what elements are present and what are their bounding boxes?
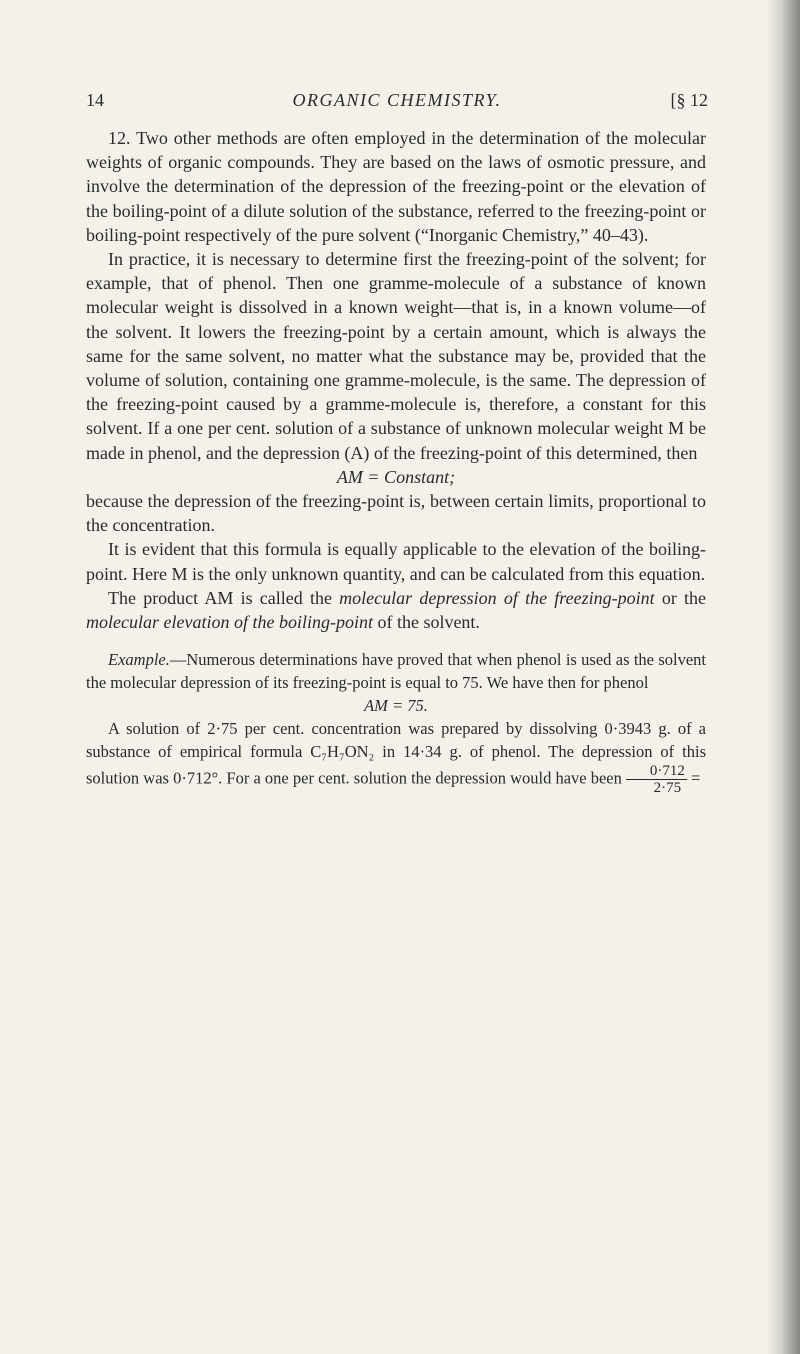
text-span: The product AM is called the: [108, 587, 340, 608]
equals-sign: =: [691, 768, 701, 788]
paragraph-practice: In practice, it is necessary to determine first the freezing-point of the solvent; for example, that of phenol. Then one gramme-molecule of a substance of known molecular weight is dissolved in a known weight—that is, in a known volume—of the solvent. It lowers the freezing-point by a certain amount, which is always the same for the same solvent, no matter what the substance may be, provided that the volume of solution, containing one gramme-molecule, is the same. The depression of the freezing-point caused by a gramme-molecule is, therefore, a constant for this solvent. If a one per cent. solution of a substance of unknown molecular weight M be made in phenol, and the depression (A) of the freezing-point of this determined, then: [86, 249, 706, 463]
solution-text: A solution of 2·75 per cent. concentration was prepared by dissolving 0·3943 g. of a substance of empirical formula C₇H₇ON₂ in 14·34 g. of phenol. The depression of this solution was 0·712°. For a one per cent. solution the depression would have been: [86, 719, 706, 788]
paragraph-because: because the depression of the freezing-point is, between certain limits, proportional to the concentration.: [86, 491, 706, 536]
running-header: [86, 90, 708, 118]
paragraph-product-definition: [86, 586, 706, 634]
fraction-numerator: 0·712: [626, 763, 687, 780]
equation-am-75: AM = 75.: [364, 696, 428, 716]
text-span: or the: [654, 587, 706, 608]
example-block: [86, 648, 706, 796]
example-label: Example.: [108, 650, 170, 670]
term-molecular-depression: molecular depression of the freezing-point: [339, 587, 655, 608]
page-number: 14: [86, 90, 104, 110]
page-edge-shadow: [766, 0, 800, 1354]
equation-am-constant: AM = Constant;: [336, 466, 456, 487]
spacer: [86, 634, 706, 648]
paragraph-evident: It is evident that this formula is equally applicable to the elevation of the boiling-point. Here M is the only unknown quantity, and can be calculated from this equation.: [86, 539, 706, 584]
page-body: [86, 126, 706, 796]
section-marker: [§ 12: [670, 90, 708, 110]
fraction-denominator: 2·75: [653, 780, 682, 797]
fraction: [626, 763, 687, 796]
running-title: ORGANIC CHEMISTRY.: [292, 90, 502, 110]
example-text: —Numerous determinations have proved that when phenol is used as the solvent the molecular depression of its freezing-point is equal to 75. We have then for phenol: [86, 650, 706, 693]
text-span: of the solvent.: [372, 612, 480, 633]
paragraph-12-intro: 12. Two other methods are often employed in the determination of the molecular weights of organic compounds. They are based on the laws of osmotic pressure, and involve the determination of the depression of the freezing-point or the elevation of the boiling-point of a dilute solution of the substance, referred to the freezing-point or boiling-point respectively of the pure solvent (“Inorganic Chemistry,” 40–43).: [86, 128, 706, 245]
example-paragraph: [86, 648, 706, 694]
paragraph-solution-calc: [86, 717, 706, 796]
term-molecular-elevation: molecular elevation of the boiling-point: [86, 612, 373, 633]
